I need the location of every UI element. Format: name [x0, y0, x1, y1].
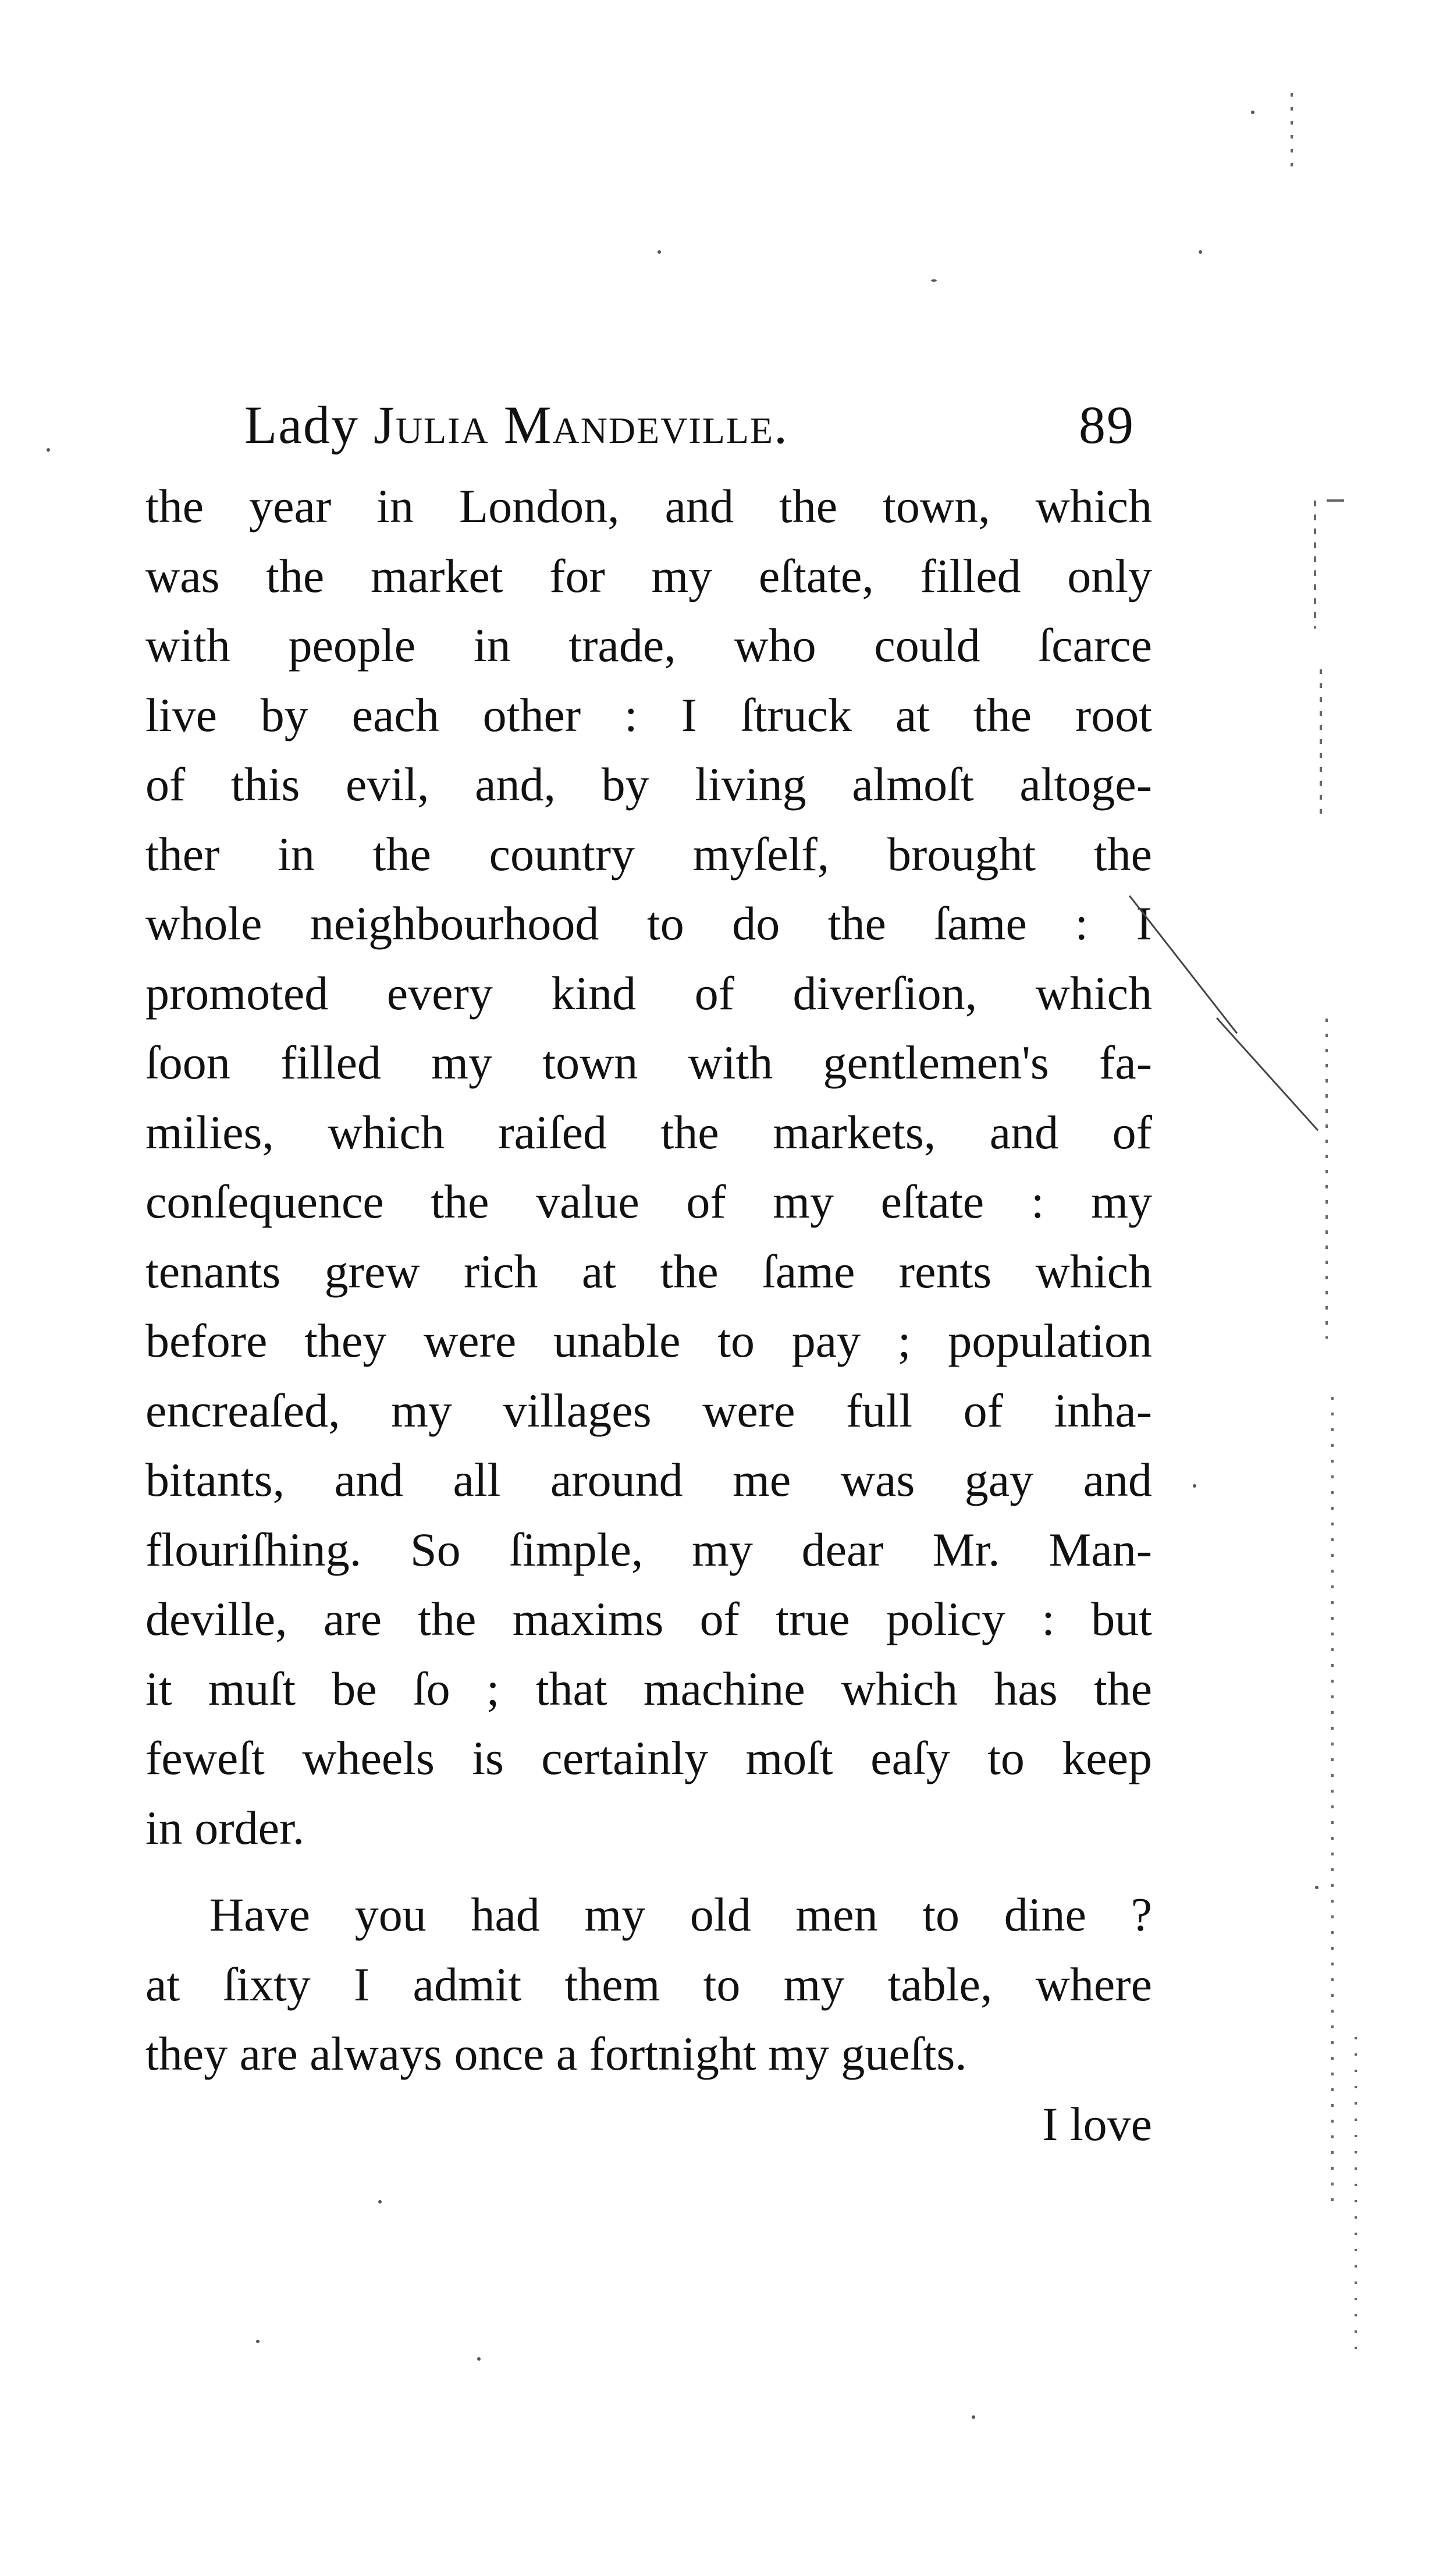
- text-line: ſoon filled my town with gentlemen's fa-: [145, 1036, 1152, 1089]
- scan-speck: [657, 250, 661, 254]
- text-line: ther in the country myſelf, brought the: [145, 827, 1152, 881]
- scan-speck: [1193, 1484, 1196, 1488]
- page-number: 89: [1079, 395, 1135, 455]
- scan-speck: [1199, 250, 1202, 254]
- scan-speck: [256, 2340, 260, 2343]
- running-title: [244, 390, 788, 460]
- text-line: of this evil, and, by living almoſt altoge-: [145, 758, 1152, 811]
- text-line: bitants, and all around me was gay and: [145, 1453, 1152, 1506]
- text-line: they are always once a fortnight my gueſts.: [145, 2027, 967, 2080]
- text-line: flouriſhing. So ſimple, my dear Mr. Man-: [145, 1523, 1152, 1576]
- running-header: [244, 390, 1135, 460]
- text-line: with people in trade, who could ſcarce: [145, 619, 1152, 672]
- scan-speck: [378, 2200, 382, 2204]
- text-line: it muſt be ſo ; that machine which has the: [145, 1662, 1152, 1715]
- running-title-julia: Julia: [374, 395, 489, 455]
- paragraph-1: [145, 471, 1152, 1862]
- text-line: live by each other : I ſtruck at the root: [145, 688, 1152, 741]
- text-line: tenants grew rich at the ſame rents which: [145, 1244, 1152, 1298]
- scan-speck: [47, 448, 50, 452]
- text-line: encreaſed, my villages were full of inha-: [145, 1383, 1152, 1437]
- text-line: in order.: [145, 1801, 305, 1854]
- catchword: I love: [1042, 2098, 1152, 2151]
- text-line: conſequence the value of my eſtate : my: [145, 1175, 1152, 1228]
- text-line: feweſt wheels is certainly moſt eaſy to keep: [145, 1731, 1152, 1784]
- text-line: milies, which raiſed the markets, and of: [145, 1105, 1152, 1159]
- scan-speck: [1251, 111, 1254, 114]
- text-line: Have you had my old men to dine ?: [209, 1888, 1152, 1941]
- running-title-mandeville: Mandeville.: [503, 395, 789, 455]
- text-line: before they were unable to pay ; population: [145, 1314, 1152, 1367]
- text-line: whole neighbourhood to do the ſame : I: [145, 897, 1152, 950]
- scan-speck: [972, 2415, 975, 2419]
- text-line: deville, are the maxims of true policy : but: [145, 1592, 1152, 1645]
- text-line: promoted every kind of diverſion, which: [145, 966, 1152, 1020]
- scan-speck: [477, 2357, 481, 2361]
- text-line: the year in London, and the town, which: [145, 480, 1152, 533]
- margin-marks: [1268, 58, 1443, 2386]
- scan-speck: [931, 279, 937, 282]
- running-title-lady: Lady: [244, 395, 360, 455]
- text-line: was the market for my eſtate, filled only: [145, 549, 1152, 602]
- paragraph-2: [145, 1880, 1152, 2089]
- text-line: at ſixty I admit them to my table, where: [145, 1957, 1152, 2011]
